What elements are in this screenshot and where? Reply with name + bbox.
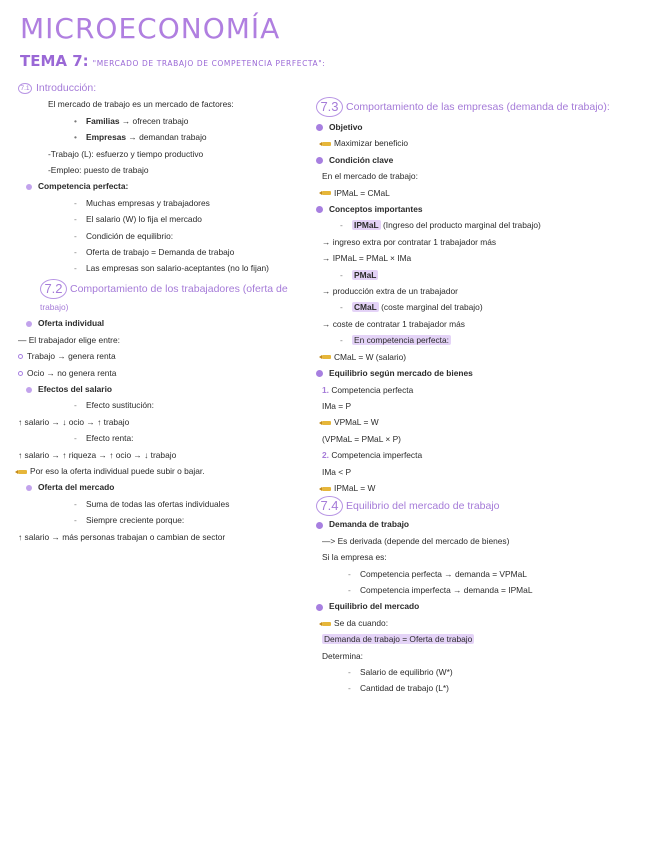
formula-text: → IPMaL = PMaL × IMa xyxy=(322,253,412,264)
pencil-icon xyxy=(322,355,331,359)
subheading: Efectos del salario xyxy=(18,381,303,397)
section-number: 7.1 xyxy=(18,83,32,94)
section-7-2-heading xyxy=(18,279,303,299)
section-title: Equilibrio del mercado de trabajo xyxy=(346,500,500,513)
body-text: ↑ salario → más personas trabajan o cambian de sector xyxy=(18,531,226,542)
pencil-icon xyxy=(322,421,331,425)
formula-text: IMa < P xyxy=(322,466,352,477)
list-item: - PMaL xyxy=(340,269,377,280)
formula-text: IMa = P xyxy=(322,400,352,411)
document-title: MICROECONOMÍA xyxy=(20,12,281,45)
bullet-dot-icon xyxy=(316,157,323,164)
section-number: 7.3 xyxy=(316,97,343,117)
section-title-continued: trabajo) xyxy=(40,301,69,312)
section-title: Introducción: xyxy=(36,82,97,94)
list-item: • Familias → ofrecen trabajo xyxy=(74,115,189,126)
section-title: Comportamiento de los trabajadores (oferta de xyxy=(70,282,288,295)
bullet-ring-icon xyxy=(18,371,23,376)
right-column xyxy=(316,97,641,697)
subheading: Equilibrio según mercado de bienes xyxy=(316,365,641,381)
topic-title: "MERCADO DE TRABAJO DE COMPETENCIA PERFECTA": xyxy=(92,59,326,68)
pencil-icon xyxy=(18,470,27,474)
body-text: ↑ salario → ↑ riqueza → ↑ ocio → ↓ trabajo xyxy=(18,449,177,460)
numbered-item: 2. Competencia imperfecta xyxy=(322,450,423,461)
note-text: Maximizar beneficio xyxy=(316,135,641,151)
formula-text: VPMaL = W xyxy=(316,414,641,430)
section-number: 7.2 xyxy=(40,279,67,299)
subheading: Conceptos importantes xyxy=(316,201,641,217)
subheading: Demanda de trabajo xyxy=(316,516,641,532)
list-item: - IPMaL (Ingreso del producto marginal del trabajo) xyxy=(340,220,541,231)
definition-text: -Empleo: puesto de trabajo xyxy=(48,165,149,176)
body-text: ↑ salario → ↓ ocio → ↑ trabajo xyxy=(18,416,130,427)
list-item: - Cantidad de trabajo (L*) xyxy=(348,683,449,694)
section-7-3-heading xyxy=(316,97,641,117)
section-number: 7.4 xyxy=(316,496,343,516)
formula-text: CMaL = W (salario) xyxy=(316,349,641,365)
body-text: Determina: xyxy=(322,650,363,661)
bullet-dot-icon xyxy=(316,370,323,377)
list-item: • Empresas → demandan trabajo xyxy=(74,132,207,143)
body-text: —> Es derivada (depende del mercado de bienes) xyxy=(322,535,510,546)
pencil-icon xyxy=(322,487,331,491)
subheading: Condición clave xyxy=(316,152,641,168)
list-item: - Siempre creciente porque: xyxy=(74,515,185,526)
section-title: Comportamiento de las empresas (demanda de trabajo): xyxy=(346,100,610,113)
pencil-icon xyxy=(322,622,331,626)
note-text: Por eso la oferta individual puede subir o bajar. xyxy=(18,463,303,479)
body-text: → coste de contratar 1 trabajador más xyxy=(322,318,465,329)
list-item: Ocio → no genera renta xyxy=(18,365,303,381)
body-text: Si la empresa es: xyxy=(322,552,387,563)
bullet-dot-icon xyxy=(26,184,32,190)
bullet-dot-icon xyxy=(26,321,32,327)
left-column xyxy=(18,80,303,545)
list-item: - Efecto sustitución: xyxy=(74,400,154,411)
bullet-ring-icon xyxy=(18,354,23,359)
body-text: → ingreso extra por contratar 1 trabajador más xyxy=(322,236,497,247)
list-item: - Efecto renta: xyxy=(74,433,134,444)
list-item: Trabajo → genera renta xyxy=(18,348,303,364)
list-item: - Salario de equilibrio (W*) xyxy=(348,667,453,677)
subheading: Oferta del mercado xyxy=(18,479,303,495)
bullet-dot-icon xyxy=(316,124,323,131)
note-text: Se da cuando: xyxy=(316,615,641,631)
pencil-icon xyxy=(322,142,331,146)
list-item: - CMaL (coste marginal del trabajo) xyxy=(340,302,483,313)
bullet-dot-icon xyxy=(26,387,32,393)
highlighted-formula: Demanda de trabajo = Oferta de trabajo xyxy=(324,634,473,645)
subheading: Oferta individual xyxy=(18,315,303,331)
list-item: - Muchas empresas y trabajadores xyxy=(74,197,210,208)
bullet-dot-icon xyxy=(316,206,323,213)
list-item: - Las empresas son salario-aceptantes (no lo fijan) xyxy=(74,263,269,274)
subheading: Equilibrio del mercado xyxy=(316,598,641,614)
body-text: En el mercado de trabajo: xyxy=(322,171,418,182)
pencil-icon xyxy=(322,191,331,195)
section-7-4-heading xyxy=(316,496,641,516)
bullet-dot-icon xyxy=(316,604,323,611)
section-7-1-heading xyxy=(18,80,303,96)
list-item: - En competencia perfecta: xyxy=(340,335,449,346)
bullet-dot-icon xyxy=(26,485,32,491)
intro-text: El mercado de trabajo es un mercado de factores: xyxy=(48,99,234,110)
formula-text: IPMaL = W xyxy=(316,480,641,496)
formula-text: (VPMaL = PMaL × P) xyxy=(322,433,401,444)
topic-heading xyxy=(20,52,325,70)
list-item: - Condición de equilibrio: xyxy=(74,230,174,241)
list-item: - Competencia imperfecta → demanda = IPMaL xyxy=(348,584,533,595)
list-item: - Suma de todas las ofertas individuales xyxy=(74,498,230,509)
topic-number: TEMA 7: xyxy=(20,52,89,70)
list-item: - Oferta de trabajo = Demanda de trabajo xyxy=(74,247,235,258)
subheading: Objetivo xyxy=(316,119,641,135)
numbered-item: 1. Competencia perfecta xyxy=(322,384,414,395)
body-text: — El trabajador elige entre: xyxy=(18,334,120,345)
formula-text: IPMaL = CMaL xyxy=(316,185,641,201)
subheading: Competencia perfecta: xyxy=(18,178,303,194)
list-item: - El salario (W) lo fija el mercado xyxy=(74,214,202,225)
list-item: - Competencia perfecta → demanda = VPMaL xyxy=(348,568,527,579)
bullet-dot-icon xyxy=(316,522,323,529)
definition-text: -Trabajo (L): esfuerzo y tiempo productivo xyxy=(48,148,204,159)
body-text: → producción extra de un trabajador xyxy=(322,286,458,297)
